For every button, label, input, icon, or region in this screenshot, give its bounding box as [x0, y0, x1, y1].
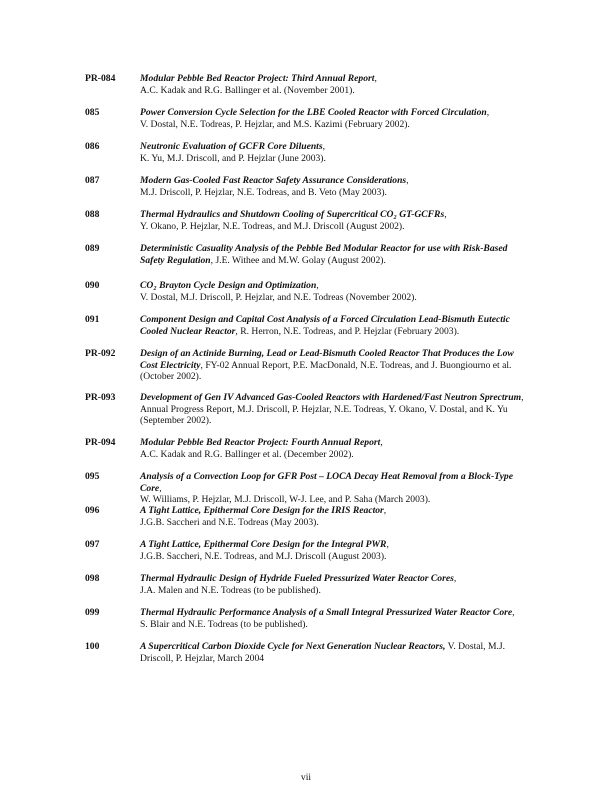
report-number: 100 [85, 641, 100, 652]
title-separator: , [210, 254, 214, 266]
report-citation [140, 209, 530, 232]
title-separator: , [235, 325, 238, 337]
title-separator: , [453, 573, 457, 584]
report-title: CO₂ Brayton Cycle Design and Optimization [140, 280, 317, 291]
report-citation [140, 280, 530, 303]
title-separator: , [406, 175, 409, 186]
report-authors: S. Blair and N.E. Todreas (to be published). [140, 618, 308, 630]
report-authors: J.G.B. Saccheri, N.E. Todreas, and M.J. Driscoll (August 2003). [140, 550, 387, 562]
report-authors: M.J. Driscoll, P. Hejzlar, N.E. Todreas, and B. Veto (May 2003). [140, 186, 387, 198]
title-separator: , [159, 482, 162, 494]
report-title: Analysis of a Convection Loop for GFR Post – LOCA Decay Heat Removal from a Block-Type Core [140, 471, 513, 494]
report-citation [140, 175, 530, 198]
report-title: Thermal Hydraulic Performance Analysis of a Small Integral Pressurized Water Reactor Core [140, 607, 513, 618]
report-title: A Tight Lattice, Epithermal Core Design for the IRIS Reactor [140, 505, 384, 516]
report-number: 091 [85, 314, 100, 325]
report-citation [140, 607, 530, 630]
report-number: 085 [85, 107, 100, 118]
title-separator: , [386, 539, 389, 550]
title-separator: , [374, 73, 377, 84]
report-title: Neutronic Evaluation of GCFR Core Diluents [140, 141, 323, 152]
report-citation [140, 348, 530, 383]
report-citation [140, 471, 530, 506]
title-separator: , [316, 280, 319, 291]
report-authors: A.C. Kadak and R.G. Ballinger et al. (December 2002). [140, 448, 354, 460]
report-number: PR-092 [85, 348, 116, 359]
report-citation [140, 573, 530, 596]
report-title: Thermal Hydraulics and Shutdown Cooling of Supercritical CO₂ GT-GCFRs [140, 209, 445, 220]
report-citation [140, 641, 530, 664]
report-authors: K. Yu, M.J. Driscoll, and P. Hejzlar (June 2003). [140, 152, 326, 164]
report-title: Modular Pebble Bed Reactor Project: Third Annual Report [140, 73, 375, 84]
report-title: A Tight Lattice, Epithermal Core Design for the Integral PWR [140, 539, 387, 550]
report-authors: V. Dostal, M.J. Driscoll, P. Hejzlar, and N.E. Todreas (November 2002). [140, 291, 417, 303]
report-citation [140, 437, 530, 460]
report-title: A Supercritical Carbon Dioxide Cycle for Next Generation Nuclear Reactors, [140, 641, 446, 652]
report-authors: FY-02 Annual Report, P.E. MacDonald, N.E. Todreas, and J. Buongiourno et al. (October 2002). [140, 359, 512, 383]
page-number: vii [300, 772, 312, 783]
report-number: 086 [85, 141, 100, 152]
report-number: 089 [85, 243, 100, 254]
report-authors: W. Williams, P. Hejzlar, M.J. Driscoll, W-J. Lee, and P. Saha (March 2003). [140, 494, 431, 506]
title-separator: , [486, 107, 490, 118]
report-number: 096 [85, 505, 100, 516]
report-title: Component Design and Capital Cost Analysis of a Forced Circulation Lead-Bismuth Eutectic Cooled Nuclear Reactor [140, 314, 510, 337]
report-citation [140, 392, 530, 427]
report-citation [140, 314, 530, 337]
report-number: 097 [85, 539, 100, 550]
report-authors: A.C. Kadak and R.G. Ballinger et al. (November 2001). [140, 84, 355, 96]
title-separator: , [380, 437, 383, 448]
report-title: Modern Gas-Cooled Fast Reactor Safety Assurance Considerations [140, 175, 407, 186]
report-number: PR-094 [85, 437, 116, 448]
report-citation [140, 107, 530, 130]
report-authors: J.G.B. Saccheri and N.E. Todreas (May 2003). [140, 516, 319, 528]
title-separator: , [200, 359, 203, 371]
title-separator: , [444, 209, 447, 220]
title-separator: , [322, 141, 325, 152]
report-title: Thermal Hydraulic Design of Hydride Fueled Pressurized Water Reactor Cores [140, 573, 454, 584]
report-authors: R. Herron, N.E. Todreas, and P. Hejzlar (February 2003). [240, 325, 460, 337]
report-number: PR-084 [85, 73, 116, 84]
report-citation [140, 73, 530, 96]
report-number: 095 [85, 471, 100, 482]
report-title: Deterministic Casuality Analysis of the Pebble Bed Modular Reactor for use with Risk-Based Safety Regulation [140, 243, 508, 266]
report-number: 090 [85, 280, 100, 291]
report-citation [140, 505, 530, 528]
report-authors: Annual Progress Report, M.J. Driscoll, P. Hejzlar, N.E. Todreas, Y. Okano, V. Dostal, and K. Yu (September 2002). [140, 403, 508, 427]
report-title: Power Conversion Cycle Selection for the LBE Cooled Reactor with Forced Circulation [140, 107, 487, 118]
report-title: Design of an Actinide Burning, Lead or Lead-Bismuth Cooled Reactor That Produces the Low Cost Electricity [140, 348, 514, 371]
report-title: Development of Gen IV Advanced Gas-Cooled Reactors with Hardened/Fast Neutron Sprectrum [140, 392, 522, 403]
report-citation [140, 243, 530, 266]
title-separator: , [521, 392, 524, 403]
report-number: PR-093 [85, 392, 116, 403]
title-separator: , [512, 607, 515, 618]
report-citation [140, 539, 530, 562]
report-number: 088 [85, 209, 100, 220]
report-number: 087 [85, 175, 100, 186]
report-number: 098 [85, 573, 100, 584]
title-separator: , [383, 505, 387, 516]
report-citation [140, 141, 530, 164]
report-title: Modular Pebble Bed Reactor Project: Fourth Annual Report [140, 437, 381, 448]
report-authors: V. Dostal, N.E. Todreas, P. Hejzlar, and M.S. Kazimi (February 2002). [140, 118, 410, 130]
report-authors: J.A. Malen and N.E. Todreas (to be published). [140, 584, 321, 596]
report-authors: V. Dostal, M.J. Driscoll, P. Hejzlar, March 2004 [140, 641, 506, 664]
report-authors: J.E. Withee and M.W. Golay (August 2002). [215, 254, 386, 266]
report-authors: Y. Okano, P. Hejzlar, N.E. Todreas, and M.J. Driscoll (August 2002). [140, 220, 405, 232]
report-number: 099 [85, 607, 100, 618]
